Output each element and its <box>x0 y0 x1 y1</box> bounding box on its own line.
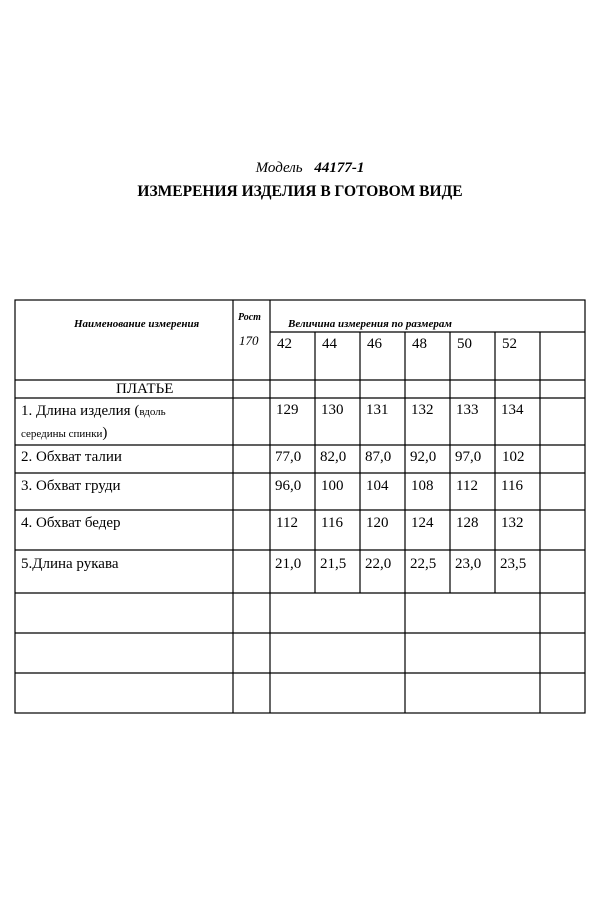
value-cell: 22,0 <box>365 556 392 572</box>
value-cell: 112 <box>456 478 478 494</box>
value-cell: 87,0 <box>365 449 392 465</box>
value-cell: 116 <box>321 515 343 531</box>
value-cell: 100 <box>321 478 344 494</box>
row-note-close: ) <box>102 425 108 441</box>
value-cell: 82,0 <box>320 449 347 465</box>
row-label-4: 4. Обхват бедер <box>21 515 121 531</box>
value-cell: 133 <box>456 402 479 418</box>
row-label-1-cont <box>21 424 107 443</box>
value-cell: 130 <box>321 402 344 418</box>
value-cell: 22,5 <box>410 556 437 572</box>
section-label: ПЛАТЬЕ <box>116 381 174 397</box>
value-cell: 23,0 <box>455 556 482 572</box>
value-cell: 92,0 <box>410 449 437 465</box>
value-cell: 102 <box>502 449 525 465</box>
value-cell: 97,0 <box>455 449 482 465</box>
col-values-header: Величина измерения по размерам <box>288 318 452 330</box>
row-note: середины спинки <box>21 428 103 440</box>
row-label-text: 1. Длина изделия ( <box>21 403 140 419</box>
row-label-3: 3. Обхват груди <box>21 478 121 494</box>
value-cell: 96,0 <box>275 478 302 494</box>
value-cell: 104 <box>366 478 389 494</box>
size-header: 48 <box>412 336 427 352</box>
row-label-1 <box>21 402 166 421</box>
size-header: 50 <box>457 336 472 352</box>
col-name-header: Наименование измерения <box>74 318 200 330</box>
value-cell: 23,5 <box>500 556 527 572</box>
value-cell: 77,0 <box>275 449 302 465</box>
row-label-5: 5.Длина рукава <box>21 556 119 572</box>
height-value: 170 <box>239 333 259 348</box>
page-title: ИЗМЕРЕНИЯ ИЗДЕЛИЯ В ГОТОВОМ ВИДЕ <box>137 183 463 200</box>
title-block <box>0 160 600 201</box>
value-cell: 116 <box>501 478 523 494</box>
row-label-2: 2. Обхват талии <box>21 449 122 465</box>
size-header: 46 <box>367 336 382 352</box>
col-height-header: Рост <box>238 312 261 323</box>
value-cell: 129 <box>276 402 299 418</box>
value-cell: 124 <box>411 515 434 531</box>
value-cell: 132 <box>411 402 434 418</box>
value-cell: 131 <box>366 402 389 418</box>
model-line <box>0 160 600 177</box>
value-cell: 120 <box>366 515 389 531</box>
value-cell: 21,0 <box>275 556 302 572</box>
model-number: 44177-1 <box>314 160 365 176</box>
value-cell: 21,5 <box>320 556 347 572</box>
size-header: 44 <box>322 336 337 352</box>
value-cell: 132 <box>501 515 524 531</box>
value-cell: 108 <box>411 478 434 494</box>
value-cell: 112 <box>276 515 298 531</box>
size-header: 52 <box>502 336 517 352</box>
value-cell: 134 <box>501 402 524 418</box>
value-cell: 128 <box>456 515 479 531</box>
model-label: Модель <box>255 160 303 176</box>
size-header: 42 <box>277 336 292 352</box>
row-note: вдоль <box>139 406 166 418</box>
